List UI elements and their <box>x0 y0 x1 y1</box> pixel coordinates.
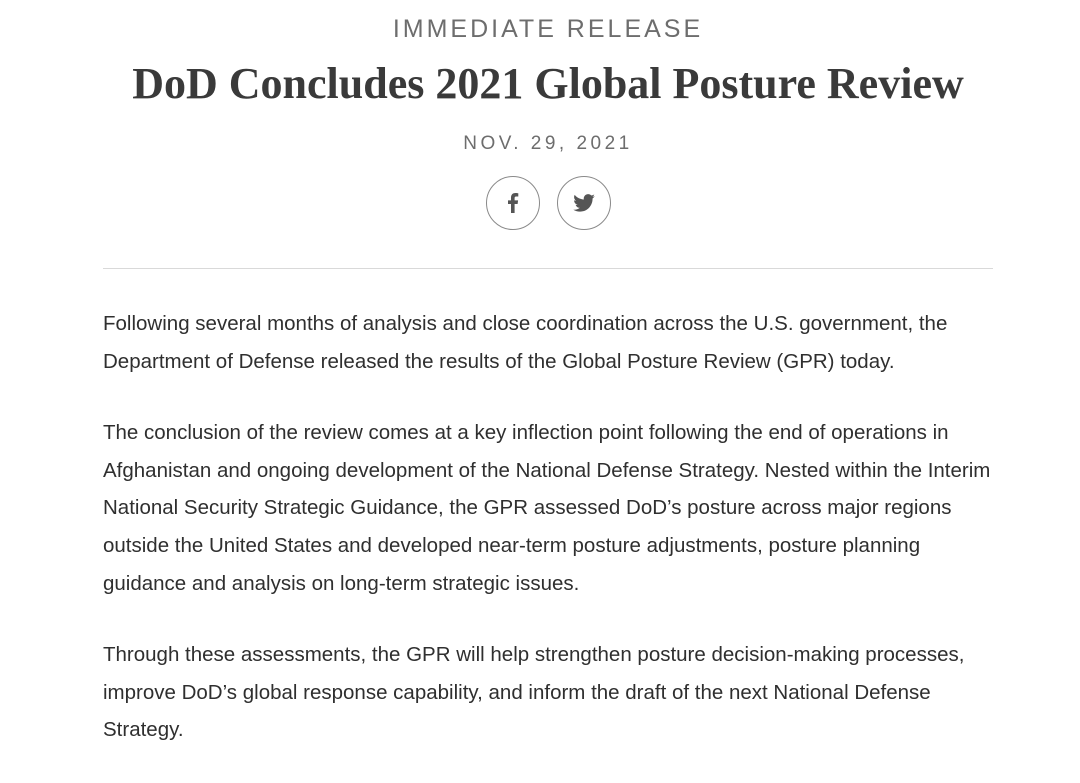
release-kicker: IMMEDIATE RELEASE <box>392 15 704 43</box>
paragraph: Through these assessments, the GPR will help strengthen posture decision-making processes, improve DoD’s global response capability, and inform the draft of the next National Defense Strategy. <box>103 643 965 742</box>
facebook-share-button[interactable] <box>486 176 540 230</box>
paragraph: The conclusion of the review comes at a key inflection point following the end of operations in Afghanistan and ongoing development of the National Defense Strategy. Nested within the Interim National Security Strategic Guidance, the GPR assessed DoD’s posture across major regions outside the United States and developed near-term posture adjustments, posture planning guidance and analysis on long-term strategic issues. <box>103 421 991 595</box>
share-buttons <box>103 176 993 230</box>
page-title: DoD Concludes 2021 Global Posture Review <box>132 59 964 108</box>
release-date: NOV. 29, 2021 <box>463 133 633 154</box>
twitter-share-button[interactable] <box>557 176 611 230</box>
article-body <box>103 305 993 783</box>
twitter-icon <box>573 194 595 212</box>
facebook-icon <box>507 193 519 213</box>
paragraph: Following several months of analysis and close coordination across the U.S. government, the Department of Defense released the results of the Global Posture Review (GPR) today. <box>103 312 948 373</box>
divider <box>103 268 993 269</box>
